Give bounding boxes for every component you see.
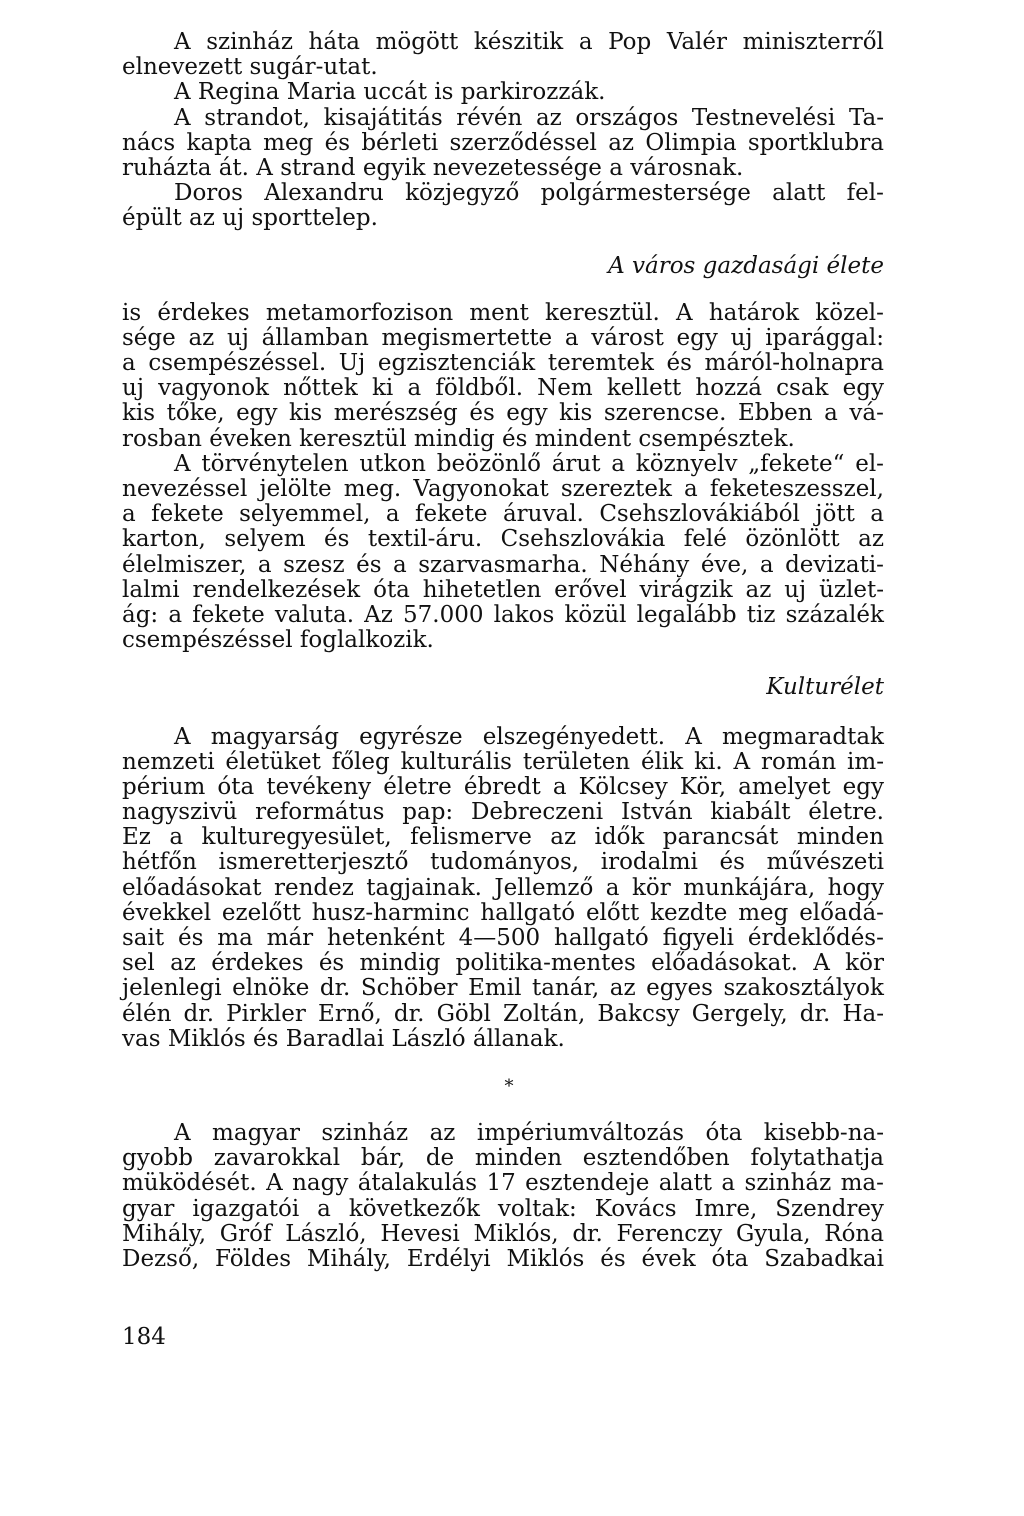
text-line: gyobb zavarokkal bár, de minden esztendőben folytathatja	[122, 1145, 884, 1172]
text-line: hétfőn ismeretterjesztő tudományos, irodalmi és művészeti	[122, 849, 884, 876]
text-line: vas Miklós és Baradlai László állanak.	[122, 1025, 565, 1052]
text-line: a csempészéssel. Uj egzisztenciák teremtek és máról-holnapra	[122, 350, 884, 377]
separator-asterisk: *	[504, 1075, 514, 1097]
section-culture	[122, 725, 884, 1052]
text-line: is érdekes metamorfozison ment keresztül. A határok közel-	[122, 299, 884, 326]
text-line: A strandot, kisajátitás révén az országos Testnevelési Ta-	[174, 104, 884, 131]
page-number: 184	[122, 1324, 166, 1350]
text-line: Dezső, Földes Mihály, Erdélyi Miklós és évek óta Szabadkai	[122, 1245, 884, 1272]
text-line: nemzeti életüket főleg kulturális területen élik ki. A román im-	[122, 748, 884, 775]
text-line: nevezéssel jelölte meg. Vagyonokat szereztek a feketeszesszel,	[122, 476, 884, 502]
text-line: A magyarság egyrésze elszegényedett. A megmaradtak	[174, 723, 884, 750]
text-line: Mihály, Gróf László, Hevesi Miklós, dr. Ferenczy Gyula, Róna	[122, 1220, 884, 1247]
text-line: A magyar szinház az impériumváltozás óta kisebb-na-	[174, 1119, 884, 1146]
text-line: sait és ma már hetenként 4—500 hallgató figyeli érdeklődés-	[122, 925, 884, 951]
text-line: A szinház háta mögött készitik a Pop Valér miniszterről	[174, 29, 884, 55]
text-line: a fekete selyemmel, a fekete áruval. Csehszlovákiából jött a	[122, 501, 884, 528]
text-line: csempészéssel foglalkozik.	[122, 627, 434, 654]
text-line: jelenlegi elnöke dr. Schöber Emil tanár, az egyes szakosztályok	[122, 975, 884, 1002]
text-line: lalmi rendelkezések óta hihetetlen erővel virágzik az uj üzlet-	[122, 576, 884, 603]
text-line: müködését. A nagy átalakulás 17 esztendeje alatt a szinház ma-	[122, 1170, 884, 1197]
text-line: A Regina Maria uccát is parkirozzák.	[174, 79, 606, 106]
section-heading-culture: Kulturélet	[766, 674, 884, 701]
section-heading-economy: A város gazdasági élete	[608, 252, 884, 279]
text-line: élelmiszer, a szesz és a szarvasmarha. Néhány éve, a devizati-	[122, 551, 884, 578]
section-theatre	[122, 1121, 884, 1272]
text-line: épült az uj sporttelep.	[122, 205, 378, 232]
text-line: nács kapta meg és bérleti szerződéssel az Olimpia sportklubra	[122, 129, 884, 156]
text-line: karton, selyem és textil-áru. Csehszlovákia felé özönlött az	[122, 526, 884, 553]
text-line: A törvénytelen utkon beözönlő árut a köznyelv „fekete“ el-	[174, 450, 884, 477]
text-line: élén dr. Pirkler Ernő, dr. Göbl Zoltán, Bakcsy Gergely, dr. Ha-	[122, 1000, 884, 1027]
text-line: ruházta át. A strand egyik nevezetessége a városnak.	[122, 154, 744, 181]
text-line: Doros Alexandru közjegyző polgármestersége alatt fel-	[174, 180, 884, 207]
text-line: nagyszivü református pap: Debreczeni István kiabált életre.	[122, 799, 884, 826]
section-economy	[122, 301, 884, 654]
text-line: périum óta tevékeny életre ébredt a Kölcsey Kör, amelyet egy	[122, 773, 884, 800]
text-line: elnevezett sugár-utat.	[122, 54, 378, 81]
text-line: Ez a kulturegyesület, felismerve az idők parancsát minden	[122, 824, 884, 851]
text-line: rosban éveken keresztül mindig és mindent csempésztek.	[122, 425, 795, 452]
text-line: kis tőke, egy kis merészség és egy kis szerencse. Ebben a vá-	[122, 400, 884, 427]
text-line: gyar igazgatói a következők voltak: Kovács Imre, Szendrey	[122, 1195, 884, 1222]
text-line: sége az uj államban megismertette a várost egy uj iparággal:	[122, 324, 884, 351]
text-line: előadásokat rendez tagjainak. Jellemző a kör munkájára, hogy	[122, 874, 884, 901]
text-line: ág: a fekete valuta. Az 57.000 lakos közül legalább tiz százalék	[122, 601, 884, 628]
text-line: uj vagyonok nőttek ki a földből. Nem kellett hozzá csak egy	[122, 375, 884, 402]
text-line: évekkel ezelőtt husz-harminc hallgató előtt kezdte meg előadá-	[122, 899, 884, 926]
section-intro	[122, 30, 884, 232]
page-body	[122, 30, 884, 1272]
text-line: sel az érdekes és mindig politika-mentes előadásokat. A kör	[122, 950, 884, 977]
